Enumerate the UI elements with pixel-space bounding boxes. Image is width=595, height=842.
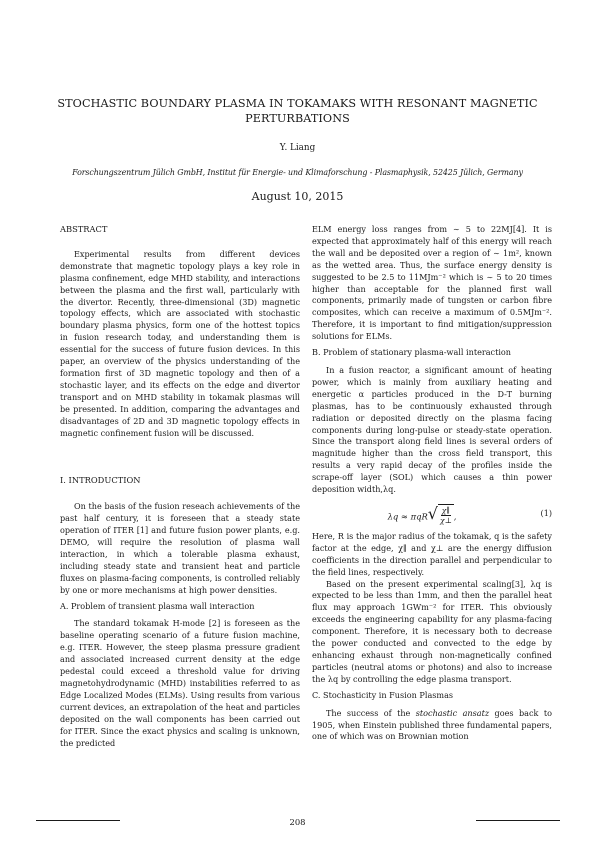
equation-explanation: Here, R is the major radius of the tokamak, q is the safety factor at the edge, χ∥ and χ⊥ are the energy diffusion coefficients in the direction parallel and perpendicular to the field lines, respectively. — [312, 530, 552, 577]
subsection-a-heading: A. Problem of transient plasma wall interaction — [60, 600, 255, 611]
equation-fraction — [438, 504, 454, 525]
scaling-text: Based on the present experimental scaling[3], λq is expected to be less than 1mm, and then the parallel heat flux may approach 1GWm⁻² for ITER. This obviously exceeds the engineering capability for any plasma-facing component. Therefore, it is necessary both to decrease the power conducted and convected to the edge by enhancing exhaust through non-magnetically confined particles (neutral atoms or photons) and also to increase the λq by controlling the edge plasma transport. — [312, 578, 552, 684]
subsection-c-text — [312, 708, 552, 744]
elm-energy-text: ELM energy loss ranges from ∼ 5 to 22MJ[4]. It is expected that approximately half of this energy will reach the wall and be deposited over a region of ∼ 1m², known as the wetted area. Thus, the surface energy density is suggested to be 2.5 to 11MJm⁻² which is ∼ 5 to 20 times higher than acceptable for the planned first wall components, primarily made of tungsten or carbon fibre composites, which can receive a maximum of 0.5MJm⁻². Therefore, it is important to find mitigation/suppression solutions for ELMs. — [312, 224, 552, 342]
intro-text: On the basis of the fusion reseach achievements of the past half century, it is foreseen that a steady state operation of ITER [1] and future fusion power plants, e.g. DEMO, will require the resolution of plasma wall interaction, in which a tolerable plasma exhaust, including steady state and transient heat and particle fluxes on plasma-facing components, is controlled reliably by one or more mechanisms at high power densities. — [60, 501, 300, 595]
subsection-c-heading: C. Stochasticity in Fusion Plasmas — [312, 689, 454, 700]
equation-numerator: χ∥ — [441, 505, 450, 515]
left-column — [60, 224, 300, 749]
right-column — [312, 224, 552, 743]
subsection-c-text-start: The success of the — [326, 707, 416, 718]
intro-heading: I. INTRODUCTION — [60, 475, 141, 486]
author-name: Y. Liang — [279, 143, 316, 153]
sqrt-sign: √ $\frac{\chi\parallel}{\chi\perp}$ — [427, 504, 452, 525]
equation-1 — [312, 504, 552, 525]
abstract-heading: ABSTRACT — [60, 224, 108, 234]
equation-trail: , — [453, 511, 457, 522]
author-affiliation: Forschungszentrum Jülich GmbH, Institut für Energie- und Klimaforschung - Plasmaphysik, 52425 Jülich, Germany — [72, 168, 523, 177]
stochastic-ansatz-emphasis: stochastic ansatz — [415, 707, 490, 718]
equation-number: (1) — [540, 508, 552, 519]
subsection-b-text: In a fusion reactor, a significant amount of heating power, which is mainly from auxiliary heating and energetic α particles produced in the D-T burning plasmas, has to be continuously exhausted through radiation or deposited directly on the plasma facing components during long-pulse or steady-state operation. Since the transport along field lines is several orders of magnitude higher than the cross field transport, this results a very rapid decay of the profiles inside the scrape-off layer (SOL) which causes a thin power deposition width,λq. — [312, 364, 552, 495]
equation-lhs: λq ≈ πqR — [387, 511, 428, 522]
subsection-a-text: The standard tokamak H-mode [2] is foreseen as the baseline operating scenario of a future fusion machine, e.g. ITER. However, the steep plasma pressure gradient and associated increased current density at the edge pedestal could exceed a threshold value for driving magnetohydrodynamic (MHD) instabilities referred to as Edge Localized Modes (ELMs). Using results from various current devices, an extrapolation of the heat and particles deposited on the wall components has been carried out for ITER. Since the exact physics and scaling is unknown, the predicted — [60, 618, 300, 748]
subsection-c-text-end: goes back to 1905, when Einstein published three fundamental papers, one of which was on Brownian motion — [312, 707, 552, 742]
abstract-text: Experimental results from different devices demonstrate that magnetic topology plays a key role in plasma confinement, edge MHD stability, and interactions between the plasma and the first wall, particularly with the divertor. Recently, three-dimensional (3D) magnetic topology effects, which are associated with stochastic boundary plasma physics, form one of the hottest topics in fusion research today, and understanding them is essential for the success of future fusion devices. In this paper, an overview of the physics understanding of the formation first of 3D magnetic topology and then of a stochastic layer, and its effects on the edge and divertor transport and on MHD stability in tokamak plasmas will be presented. In addition, comparing the advantages and disadvantages of 2D and 3D magnetic topology effects in magnetic confinement fusion will be discussed. — [60, 248, 300, 438]
subsection-b-heading: B. Problem of stationary plasma-wall interaction — [312, 347, 512, 358]
paper-date: August 10, 2015 — [251, 190, 344, 203]
page-number: 208 — [289, 817, 306, 827]
paper-title: STOCHASTIC BOUNDARY PLASMA IN TOKAMAKS WITH RESONANT MAGNETIC PERTURBATIONS — [57, 97, 538, 125]
equation-denominator: χ⊥ — [439, 515, 452, 525]
